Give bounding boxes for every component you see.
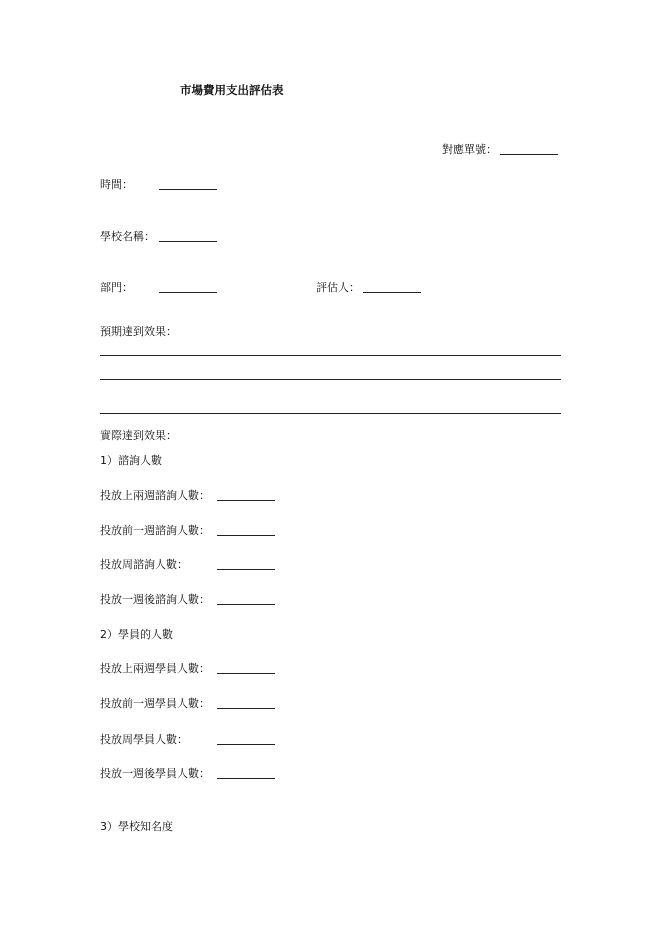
assessor-label: 評估人： [316,281,360,294]
students-one-week-after-field[interactable] [217,778,275,779]
inquiries-one-week-after-field[interactable] [217,604,275,605]
students-one-week-before-field[interactable] [217,708,275,709]
inquiries-one-week-before-label: 投放前一週諮詢人數： [100,524,210,537]
students-two-weeks-before-field[interactable] [217,673,275,674]
department-field[interactable] [159,292,217,293]
inquiries-one-week-after-label: 投放一週後諮詢人數： [100,593,210,606]
inquiries-two-weeks-before-label: 投放上兩週諮詢人數： [100,489,210,502]
reference-number-label: 對應單號： [442,143,497,156]
assessor-field[interactable] [363,292,421,293]
inquiries-one-week-before-field[interactable] [217,535,275,536]
school-name-label: 學校名稱： [100,230,155,243]
inquiries-launch-week-field[interactable] [217,569,275,570]
inquiries-launch-week-label: 投放周諮詢人數： [100,558,188,571]
students-two-weeks-before-label: 投放上兩週學員人數： [100,662,210,675]
inquiries-two-weeks-before-field[interactable] [217,500,275,501]
section-heading-inquiries: 1）諮詢人數 [100,454,162,467]
actual-effect-label: 實際達到效果： [100,429,177,442]
expected-effect-line-2[interactable] [100,379,561,380]
form-title: 市場費用支出評估表 [180,83,284,97]
time-field[interactable] [159,189,217,190]
students-launch-week-label: 投放周學員人數： [100,733,188,746]
section-heading-students: 2）學員的人數 [100,628,173,641]
time-label: 時間： [100,178,133,191]
students-one-week-after-label: 投放一週後學員人數： [100,767,210,780]
department-label: 部門： [100,281,133,294]
school-name-field[interactable] [159,241,217,242]
expected-effect-label: 預期達到效果： [100,325,177,338]
expected-effect-line-3[interactable] [100,413,561,414]
section-heading-school-awareness: 3）學校知名度 [100,820,173,833]
students-one-week-before-label: 投放前一週學員人數： [100,697,210,710]
students-launch-week-field[interactable] [217,744,275,745]
expected-effect-line-1[interactable] [100,355,561,356]
reference-number-field[interactable] [500,154,558,155]
